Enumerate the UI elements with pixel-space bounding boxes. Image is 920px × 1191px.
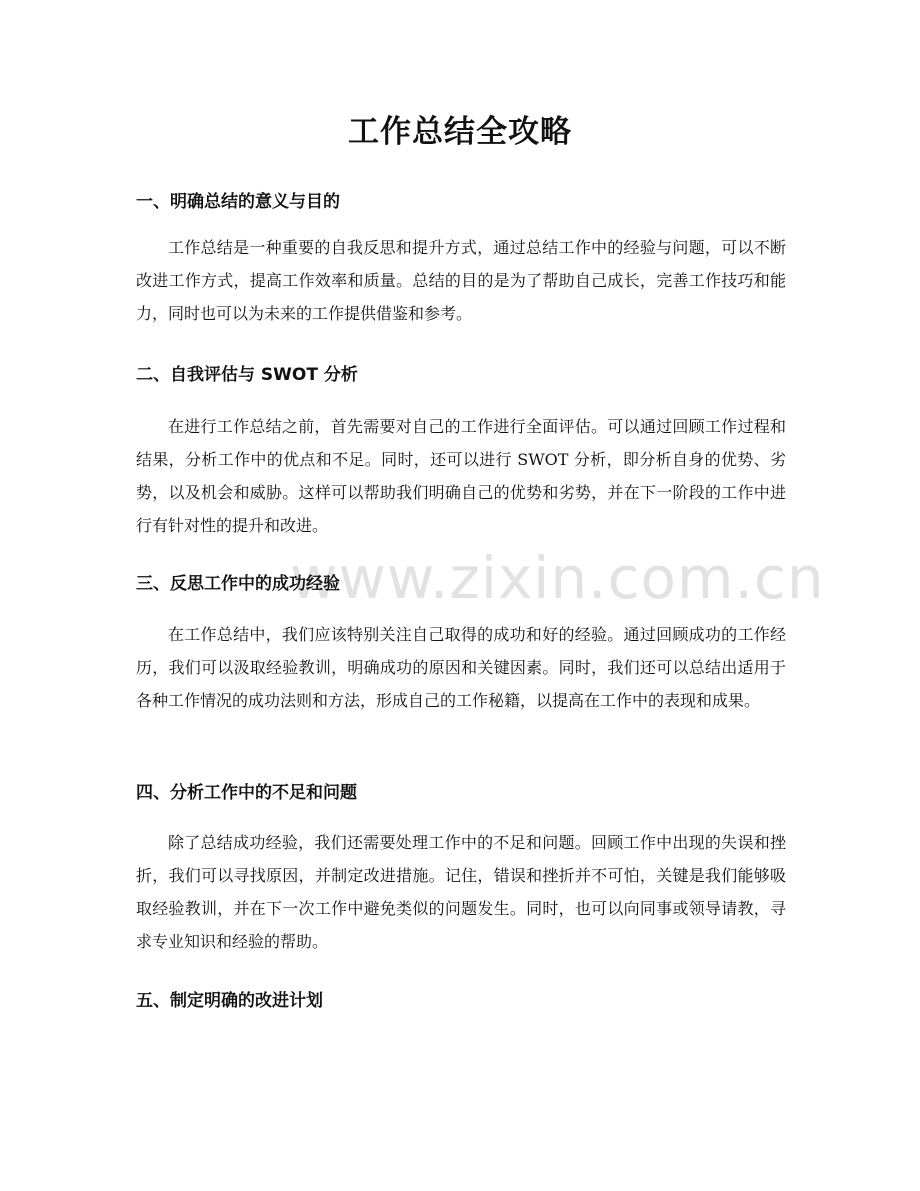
section-4-paragraph: 除了总结成功经验，我们还需要处理工作中的不足和问题。回顾工作中出现的失误和挫折，我们可以寻找原因，并制定改进措施。记住，错误和挫折并不可怕，关键是我们能够吸取经验教训，并在下一次工作中避免类似的问题发生。同时，也可以向同事或领导请教，寻求专业知识和经验的帮助。 — [136, 833, 786, 951]
section-2-paragraph: 在进行工作总结之前，首先需要对自己的工作进行全面评估。可以通过回顾工作过程和结果，分析工作中的优点和不足。同时，还可以进行 SWOT 分析，即分析自身的优势、劣势，以及机会和威胁。这样可以帮助我们明确自己的优势和劣势，并在下一阶段的工作中进行有针对性的提升和改进。 — [136, 417, 786, 535]
section-4-heading: 四、分析工作中的不足和问题 — [136, 783, 357, 803]
section-5-heading: 五、制定明确的改进计划 — [136, 991, 323, 1011]
section-1-paragraph: 工作总结是一种重要的自我反思和提升方式，通过总结工作中的经验与问题，可以不断改进工作方式，提高工作效率和质量。总结的目的是为了帮助自己成长，完善工作技巧和能力，同时也可以为未来的工作提供借鉴和参考。 — [136, 238, 786, 323]
section-3-paragraph: 在工作总结中，我们应该特别关注自己取得的成功和好的经验。通过回顾成功的工作经历，我们可以汲取经验教训，明确成功的原因和关键因素。同时，我们还可以总结出适用于各种工作情况的成功法则和方法，形成自己的工作秘籍，以提高在工作中的表现和成果。 — [136, 625, 786, 710]
document-title: 工作总结全攻略 — [348, 114, 572, 150]
section-3-heading: 三、反思工作中的成功经验 — [136, 574, 340, 594]
watermark-text: www.zixin.com.cn — [290, 544, 825, 612]
section-2-heading: 二、自我评估与 SWOT 分析 — [136, 365, 358, 385]
section-1-heading: 一、明确总结的意义与目的 — [136, 192, 340, 212]
